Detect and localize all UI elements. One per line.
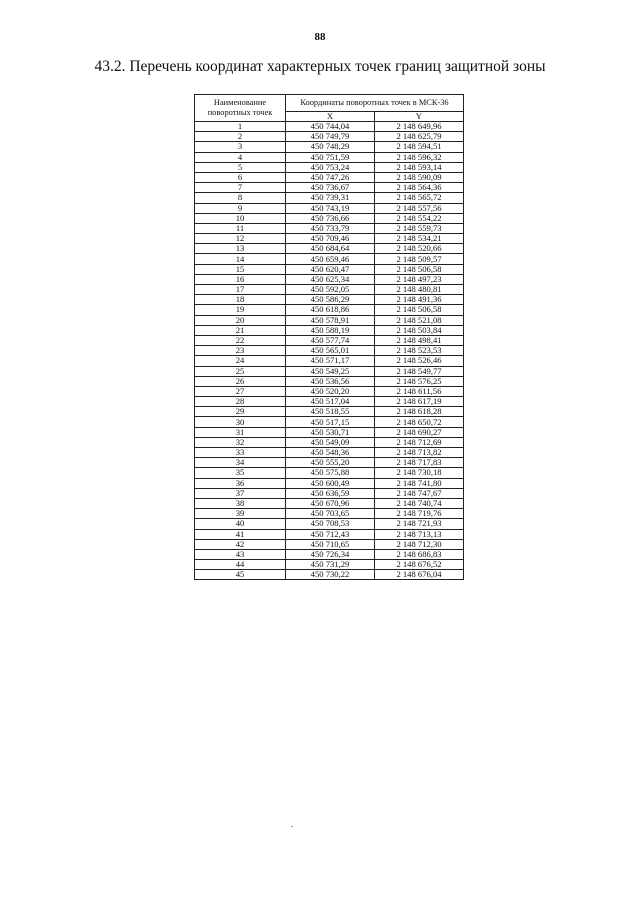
y-coordinate-cell: 2 148 480,81 [375,285,464,295]
point-number-cell: 17 [195,285,286,295]
point-number-cell: 38 [195,498,286,508]
point-name-header-line2: поворотных точек [207,108,273,117]
table-row [195,122,464,132]
x-coordinate-cell: 450 751,59 [286,152,375,162]
x-coordinate-cell: 450 518,55 [286,407,375,417]
table-row [195,335,464,345]
x-coordinate-cell: 450 517,04 [286,397,375,407]
point-number-cell: 4 [195,152,286,162]
point-number-cell: 31 [195,427,286,437]
scan-speck [291,826,293,827]
table-row [195,213,464,223]
x-coordinate-cell: 450 743,19 [286,203,375,213]
y-coordinate-cell: 2 148 576,25 [375,376,464,386]
y-coordinate-cell: 2 148 686,83 [375,549,464,559]
table-row [195,478,464,488]
table-row [195,244,464,254]
x-coordinate-cell: 450 618,86 [286,305,375,315]
y-coordinate-cell: 2 148 611,56 [375,386,464,396]
table-row [195,162,464,172]
x-coordinate-cell: 450 730,22 [286,570,375,580]
x-coordinate-cell: 450 588,19 [286,325,375,335]
y-coordinate-cell: 2 148 509,57 [375,254,464,264]
point-number-cell: 20 [195,315,286,325]
y-coordinate-cell: 2 148 713,82 [375,448,464,458]
point-number-cell: 18 [195,295,286,305]
table-row [195,152,464,162]
y-coordinate-cell: 2 148 649,96 [375,122,464,132]
x-coordinate-cell: 450 578,91 [286,315,375,325]
point-number-cell: 42 [195,539,286,549]
point-number-cell: 39 [195,509,286,519]
point-number-cell: 23 [195,346,286,356]
point-number-cell: 24 [195,356,286,366]
x-coordinate-cell: 450 670,96 [286,498,375,508]
point-number-cell: 2 [195,132,286,142]
point-number-cell: 30 [195,417,286,427]
point-number-cell: 3 [195,142,286,152]
table-row [195,519,464,529]
table-row [195,325,464,335]
x-coordinate-cell: 450 549,25 [286,366,375,376]
x-coordinate-cell: 450 710,65 [286,539,375,549]
y-coordinate-cell: 2 148 554,22 [375,213,464,223]
point-number-cell: 15 [195,264,286,274]
point-number-cell: 28 [195,397,286,407]
y-coordinate-cell: 2 148 650,72 [375,417,464,427]
point-number-cell: 13 [195,244,286,254]
y-coordinate-cell: 2 148 497,23 [375,274,464,284]
x-coordinate-cell: 450 517,15 [286,417,375,427]
y-coordinate-cell: 2 148 491,36 [375,295,464,305]
coordinates-header: Координаты поворотных точек в МСК-36 [286,95,464,112]
y-coordinate-cell: 2 148 596,32 [375,152,464,162]
point-number-cell: 43 [195,549,286,559]
x-coordinate-cell: 450 659,46 [286,254,375,264]
point-number-cell: 16 [195,274,286,284]
x-coordinate-cell: 450 731,29 [286,560,375,570]
table-row [195,509,464,519]
y-coordinate-cell: 2 148 534,21 [375,234,464,244]
point-number-cell: 45 [195,570,286,580]
table-row [195,305,464,315]
table-row [195,142,464,152]
y-coordinate-cell: 2 148 559,73 [375,223,464,233]
page-title: 43.2. Перечень координат характерных точек границ защитной зоны [94,58,546,75]
point-number-cell: 40 [195,519,286,529]
point-number-cell: 14 [195,254,286,264]
x-coordinate-cell: 450 577,74 [286,335,375,345]
table-row [195,264,464,274]
point-number-cell: 1 [195,122,286,132]
y-coordinate-cell: 2 148 564,36 [375,183,464,193]
point-number-cell: 8 [195,193,286,203]
y-coordinate-cell: 2 148 503,84 [375,325,464,335]
x-coordinate-cell: 450 744,04 [286,122,375,132]
point-number-cell: 21 [195,325,286,335]
x-coordinate-cell: 450 733,79 [286,223,375,233]
x-coordinate-cell: 450 726,34 [286,549,375,559]
table-row [195,417,464,427]
point-number-cell: 25 [195,366,286,376]
x-coordinate-cell: 450 600,49 [286,478,375,488]
x-coordinate-cell: 450 636,59 [286,488,375,498]
point-number-cell: 26 [195,376,286,386]
table-header [195,95,464,122]
x-coordinate-cell: 450 736,67 [286,183,375,193]
page-number: 88 [314,31,326,43]
table-row [195,448,464,458]
table-row [195,356,464,366]
x-coordinate-cell: 450 565,01 [286,346,375,356]
x-coordinate-cell: 450 712,43 [286,529,375,539]
point-name-header [195,95,286,122]
y-coordinate-cell: 2 148 719,76 [375,509,464,519]
table-row [195,570,464,580]
table-row [195,295,464,305]
x-coordinate-cell: 450 748,29 [286,142,375,152]
y-coordinate-cell: 2 148 712,30 [375,539,464,549]
y-coordinate-cell: 2 148 520,66 [375,244,464,254]
point-number-cell: 10 [195,213,286,223]
table-row [195,183,464,193]
table-row [195,539,464,549]
y-coordinate-cell: 2 148 712,69 [375,437,464,447]
table-row [195,427,464,437]
table-body [195,122,464,580]
y-coordinate-cell: 2 148 730,18 [375,468,464,478]
point-number-cell: 27 [195,386,286,396]
y-coordinate-cell: 2 148 594,51 [375,142,464,152]
y-coordinate-cell: 2 148 557,56 [375,203,464,213]
table-row [195,193,464,203]
table-row [195,376,464,386]
x-coordinate-cell: 450 749,79 [286,132,375,142]
point-number-cell: 36 [195,478,286,488]
x-coordinate-cell: 450 703,65 [286,509,375,519]
y-coordinate-cell: 2 148 498,41 [375,335,464,345]
y-coordinate-cell: 2 148 593,14 [375,162,464,172]
table-row [195,458,464,468]
table-row [195,407,464,417]
y-coordinate-cell: 2 148 617,19 [375,397,464,407]
x-coordinate-cell: 450 555,20 [286,458,375,468]
table-row [195,274,464,284]
y-coordinate-cell: 2 148 741,80 [375,478,464,488]
table-row [195,172,464,182]
x-coordinate-cell: 450 620,47 [286,264,375,274]
x-coordinate-cell: 450 684,64 [286,244,375,254]
y-coordinate-cell: 2 148 721,93 [375,519,464,529]
x-coordinate-cell: 450 709,46 [286,234,375,244]
point-number-cell: 19 [195,305,286,315]
table-row [195,397,464,407]
y-coordinate-cell: 2 148 549,77 [375,366,464,376]
point-number-cell: 34 [195,458,286,468]
point-number-cell: 5 [195,162,286,172]
table-row [195,132,464,142]
x-coordinate-cell: 450 753,24 [286,162,375,172]
y-header: Y [375,111,464,121]
x-coordinate-cell: 450 520,20 [286,386,375,396]
y-coordinate-cell: 2 148 565,72 [375,193,464,203]
x-coordinate-cell: 450 747,26 [286,172,375,182]
x-coordinate-cell: 450 530,71 [286,427,375,437]
point-number-cell: 44 [195,560,286,570]
x-coordinate-cell: 450 708,53 [286,519,375,529]
y-coordinate-cell: 2 148 526,46 [375,356,464,366]
table-row [195,346,464,356]
x-coordinate-cell: 450 586,29 [286,295,375,305]
y-coordinate-cell: 2 148 676,52 [375,560,464,570]
table-row [195,498,464,508]
point-number-cell: 29 [195,407,286,417]
table-row [195,315,464,325]
table-row [195,468,464,478]
y-coordinate-cell: 2 148 690,27 [375,427,464,437]
y-coordinate-cell: 2 148 590,09 [375,172,464,182]
table-row [195,437,464,447]
table-row [195,529,464,539]
point-number-cell: 41 [195,529,286,539]
x-coordinate-cell: 450 592,05 [286,285,375,295]
point-number-cell: 11 [195,223,286,233]
y-coordinate-cell: 2 148 740,74 [375,498,464,508]
table-row [195,488,464,498]
y-coordinate-cell: 2 148 625,79 [375,132,464,142]
table-row [195,366,464,376]
x-coordinate-cell: 450 736,66 [286,213,375,223]
x-coordinate-cell: 450 548,36 [286,448,375,458]
point-number-cell: 6 [195,172,286,182]
point-number-cell: 33 [195,448,286,458]
table-row [195,234,464,244]
x-coordinate-cell: 450 575,88 [286,468,375,478]
point-number-cell: 9 [195,203,286,213]
table-row [195,254,464,264]
table-row [195,386,464,396]
table-row [195,549,464,559]
y-coordinate-cell: 2 148 506,58 [375,305,464,315]
y-coordinate-cell: 2 148 618,28 [375,407,464,417]
x-coordinate-cell: 450 571,17 [286,356,375,366]
y-coordinate-cell: 2 148 523,53 [375,346,464,356]
point-number-cell: 35 [195,468,286,478]
y-coordinate-cell: 2 148 747,67 [375,488,464,498]
y-coordinate-cell: 2 148 676,04 [375,570,464,580]
x-coordinate-cell: 450 739,31 [286,193,375,203]
x-header: X [286,111,375,121]
x-coordinate-cell: 450 549,09 [286,437,375,447]
point-number-cell: 22 [195,335,286,345]
table-row [195,560,464,570]
point-name-header-line1: Наименование [213,98,267,107]
y-coordinate-cell: 2 148 717,83 [375,458,464,468]
table-row [195,203,464,213]
point-number-cell: 12 [195,234,286,244]
point-number-cell: 37 [195,488,286,498]
y-coordinate-cell: 2 148 506,58 [375,264,464,274]
y-coordinate-cell: 2 148 521,08 [375,315,464,325]
coordinates-table [194,94,464,580]
y-coordinate-cell: 2 148 713,13 [375,529,464,539]
x-coordinate-cell: 450 625,34 [286,274,375,284]
point-number-cell: 7 [195,183,286,193]
table-row [195,223,464,233]
x-coordinate-cell: 450 536,56 [286,376,375,386]
table-row [195,285,464,295]
point-number-cell: 32 [195,437,286,447]
